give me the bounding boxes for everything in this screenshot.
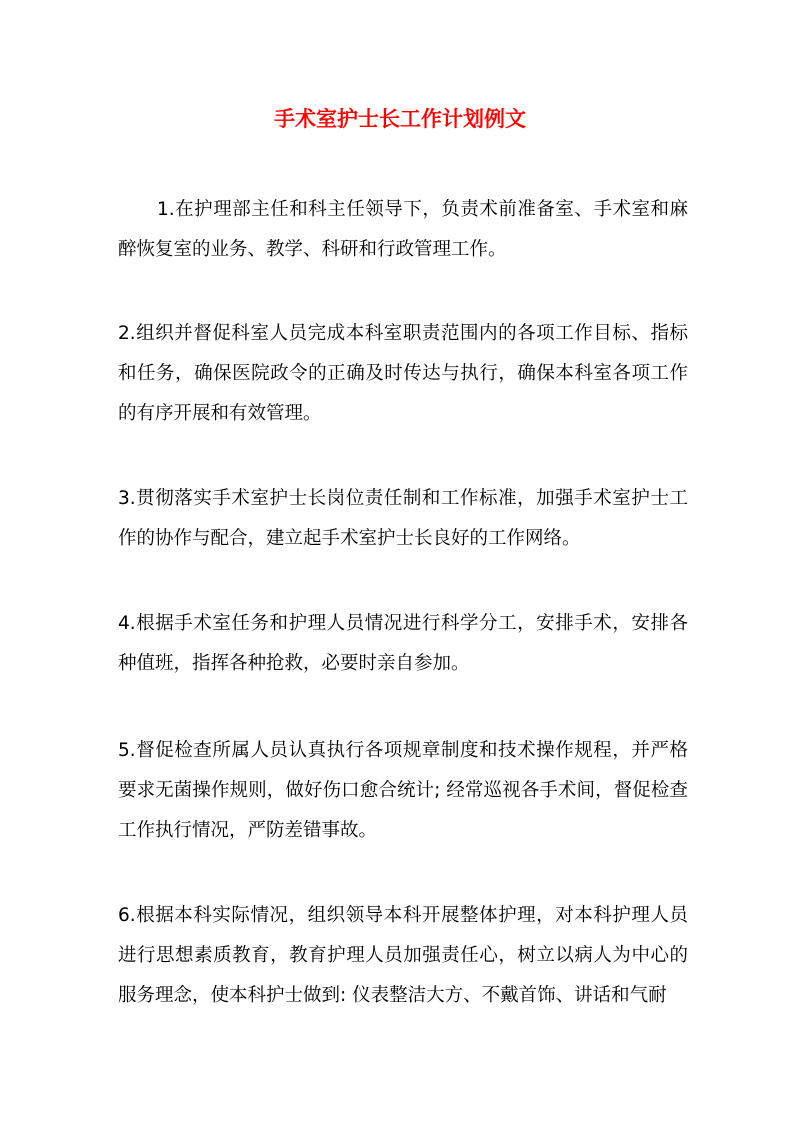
- paragraph-4: 4.根据手术室任务和护理人员情况进行科学分工，安排手术，安排各种值班，指挥各种抢救，必要时亲自参加。: [118, 613, 688, 674]
- document-title: 手术室护士长工作计划例文: [274, 107, 526, 131]
- paragraph-6: 6.根据本科实际情况，组织领导本科开展整体护理，对本科护理人员进行思想素质教育，教育护理人员加强责任心，树立以病人为中心的服务理念，使本科护士做到: 仪表整洁大方、不戴首饰、讲话和气耐: [118, 905, 688, 1006]
- paragraph-3: 3.贯彻落实手术室护士长岗位责任制和工作标准，加强手术室护士工作的协作与配合，建立起手术室护士长良好的工作网络。: [118, 488, 688, 549]
- paragraph-5: 5.督促检查所属人员认真执行各项规章制度和技术操作规程，并严格要求无菌操作规则，做好伤口愈合统计; 经常巡视各手术间，督促检查工作执行情况，严防差错事故。: [118, 740, 688, 841]
- paragraph-1: 1.在护理部主任和科主任领导下，负责术前准备室、手术室和麻醉恢复室的业务、教学、科研和行政管理工作。: [118, 199, 688, 260]
- paragraph-2: 2.组织并督促科室人员完成本科室职责范围内的各项工作目标、指标和任务，确保医院政令的正确及时传达与执行，确保本科室各项工作的有序开展和有效管理。: [118, 323, 688, 424]
